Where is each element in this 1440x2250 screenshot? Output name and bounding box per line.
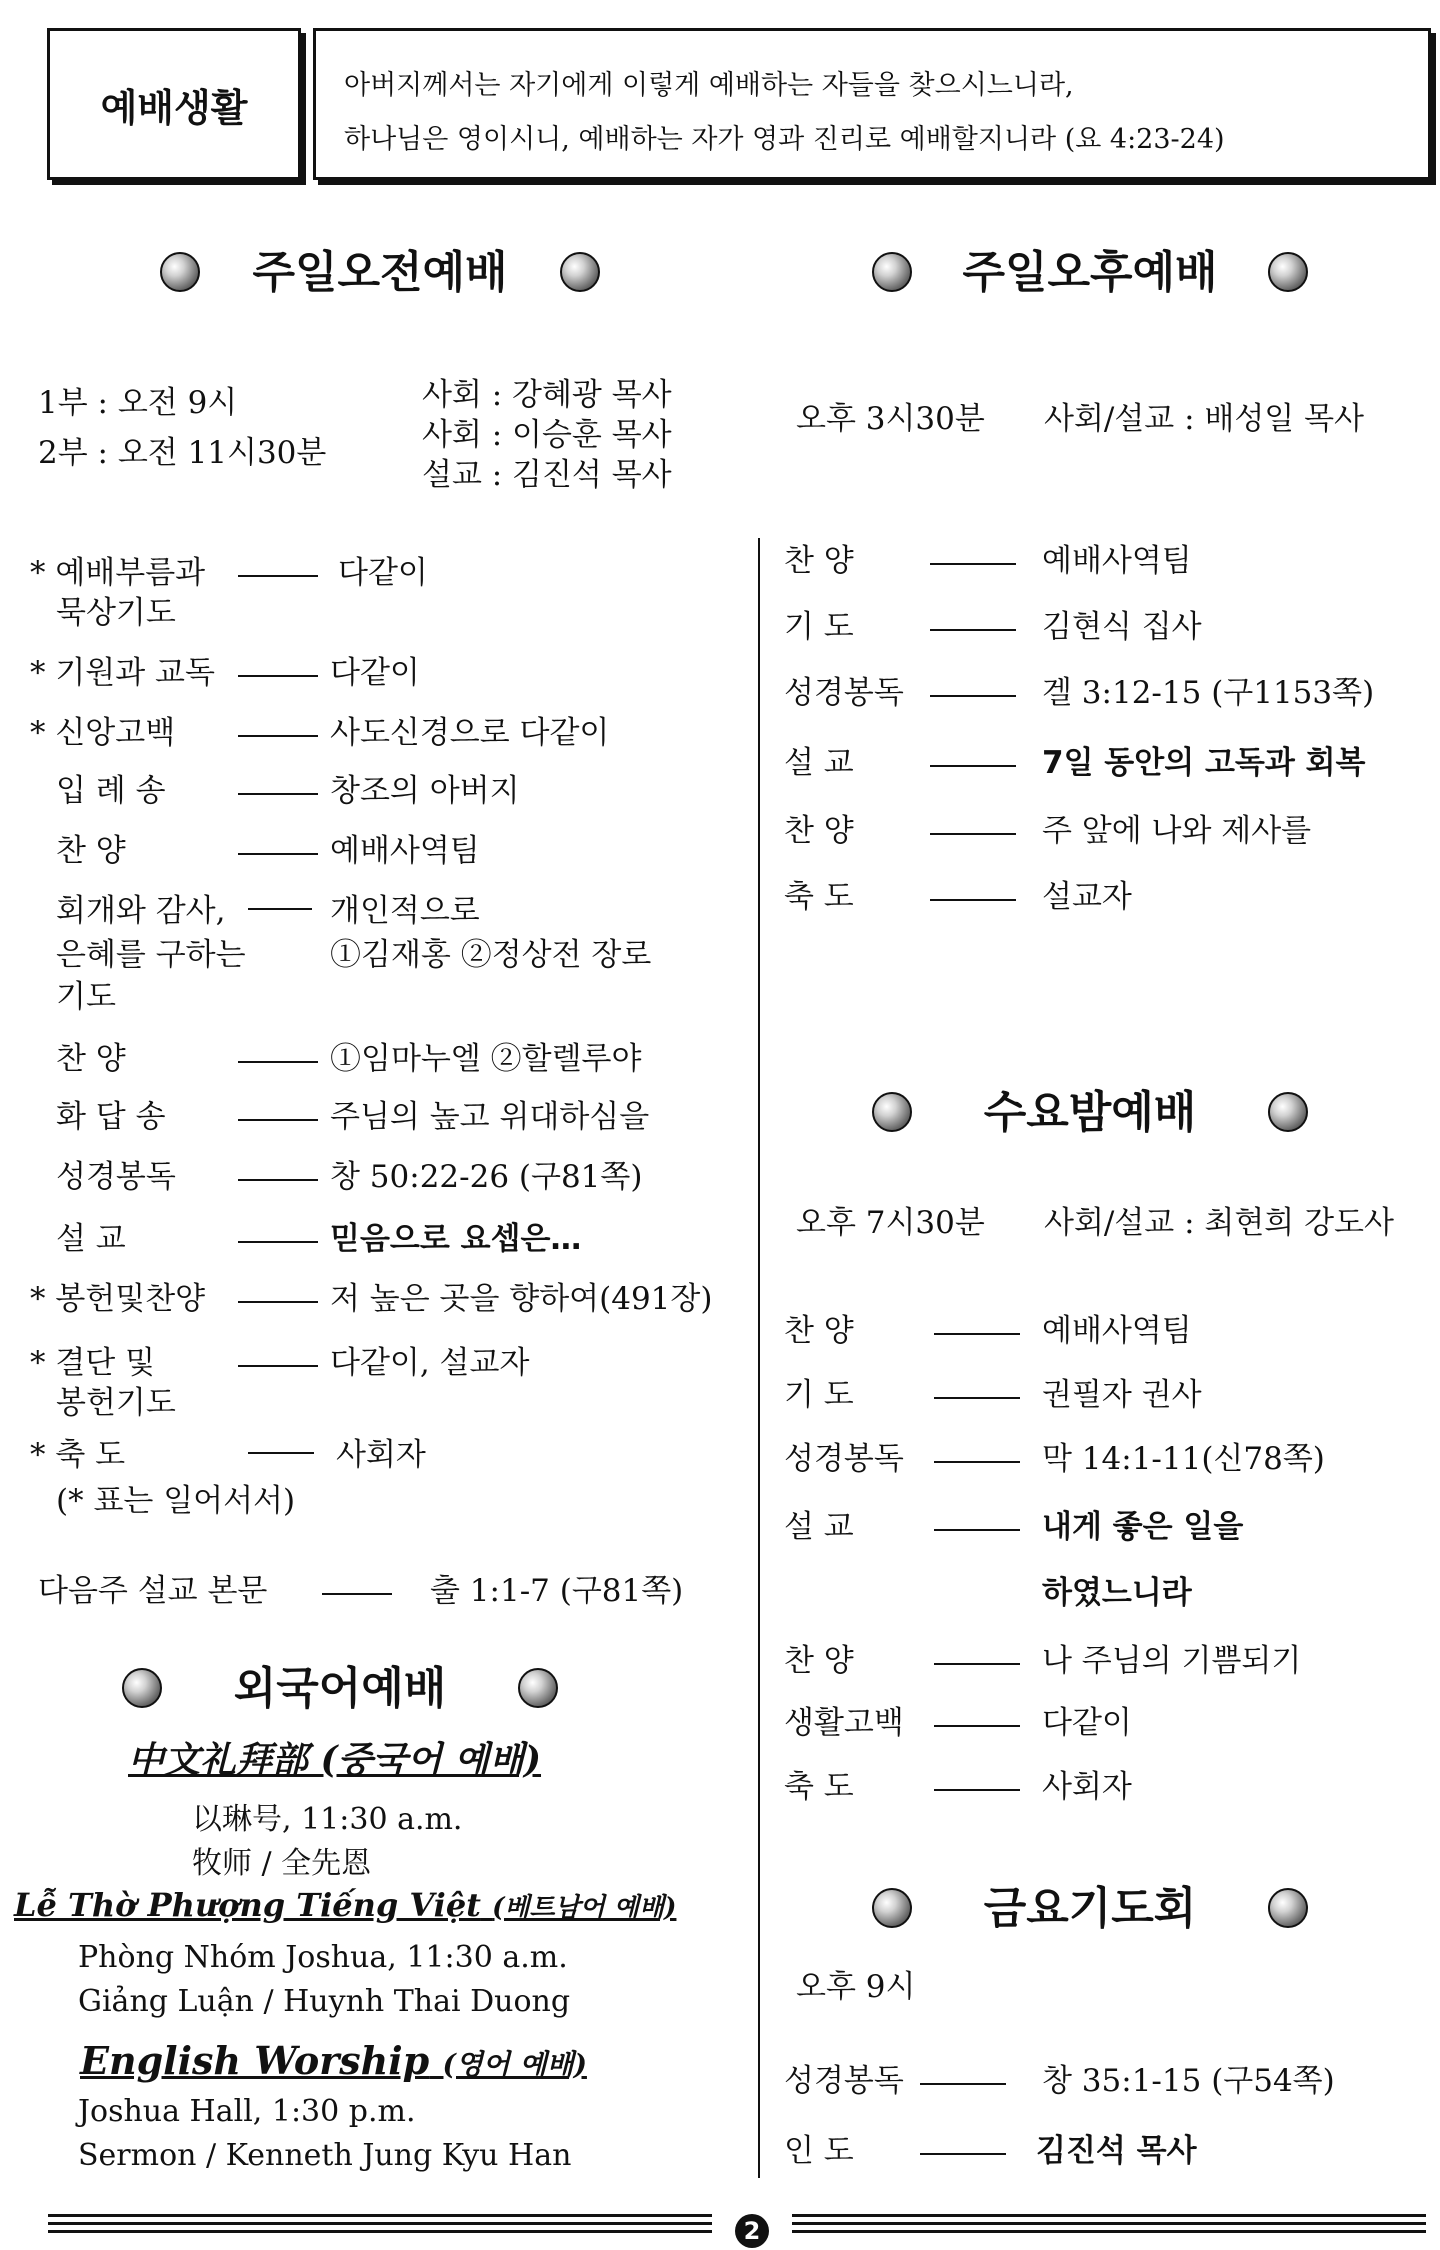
footer-rule bbox=[48, 2230, 712, 2233]
wednesday-sermon-title-cont: 하였느니라 bbox=[1042, 1575, 1192, 1611]
order-item: 입 례 송 bbox=[56, 773, 166, 809]
standing-note: (* 표는 일어서서) bbox=[56, 1483, 296, 1519]
order-value: 예배사역팀 bbox=[1042, 543, 1192, 579]
next-week-label: 다음주 설교 본문 bbox=[38, 1573, 268, 1609]
leader-dash bbox=[238, 575, 318, 577]
bullet-icon bbox=[1268, 1092, 1308, 1132]
morning-time-1: 1부 : 오전 9시 bbox=[38, 385, 238, 421]
chinese-service-pastor: 牧师 / 全先恩 bbox=[192, 1846, 372, 1881]
leader-dash bbox=[934, 1529, 1020, 1531]
leader-dash bbox=[238, 1179, 318, 1181]
scripture-line-2: 하나님은 영이시니, 예배하는 자가 영과 진리로 예배할지니라 (요 4:23-24) bbox=[344, 124, 1225, 155]
order-value: ①임마누엘 ②할렐루야 bbox=[330, 1041, 642, 1077]
morning-sermon-title: 믿음으로 요셉은… bbox=[330, 1221, 582, 1257]
leader-dash bbox=[930, 899, 1016, 901]
order-value: 사회자 bbox=[336, 1437, 426, 1473]
leader-dash bbox=[920, 2083, 1006, 2085]
order-value: 주 앞에 나와 제사를 bbox=[1042, 813, 1312, 849]
order-value: 창 50:22-26 (구81쪽) bbox=[330, 1159, 643, 1195]
foreign-service-title: 외국어예배 bbox=[233, 1663, 447, 1714]
section-label-box bbox=[47, 28, 301, 180]
scripture-box bbox=[313, 28, 1431, 180]
order-value: 창조의 아버지 bbox=[330, 773, 520, 809]
morning-service-title: 주일오전예배 bbox=[252, 247, 508, 298]
leader-dash bbox=[920, 2153, 1006, 2155]
order-item-cont: 묵상기도 bbox=[56, 595, 176, 631]
leader-dash bbox=[238, 1241, 318, 1243]
vietnamese-service-room: Phòng Nhóm Joshua, 11:30 a.m. bbox=[78, 1940, 568, 1975]
vietnamese-heading-text: Lễ Thờ Phượng Tiếng Việt bbox=[14, 1886, 481, 1924]
english-heading-kr: (영어 예배) bbox=[442, 2048, 587, 2081]
morning-time-2: 2부 : 오전 11시30분 bbox=[38, 435, 327, 471]
order-item-cont: 기도 bbox=[56, 979, 116, 1015]
order-value: 다같이 bbox=[1042, 1705, 1132, 1741]
footer-rule bbox=[792, 2230, 1426, 2233]
wednesday-time: 오후 7시30분 bbox=[796, 1205, 985, 1241]
leader-dash bbox=[934, 1461, 1020, 1463]
order-value: 다같이 bbox=[338, 555, 428, 591]
morning-service-heading bbox=[160, 244, 600, 304]
order-value: 창 35:1-15 (구54쪽) bbox=[1042, 2063, 1335, 2099]
scripture-line-1: 아버지께서는 자기에게 이렇게 예배하는 자들을 찾으시느니라, bbox=[344, 70, 1074, 101]
order-value: 권필자 권사 bbox=[1042, 1377, 1202, 1413]
order-item: * 봉헌및찬양 bbox=[30, 1281, 206, 1317]
afternoon-sermon-title: 7일 동안의 고독과 회복 bbox=[1042, 745, 1366, 781]
bullet-icon bbox=[560, 252, 600, 292]
order-value: 개인적으로 bbox=[330, 893, 480, 929]
order-value: 나 주님의 기쁨되기 bbox=[1042, 1643, 1302, 1679]
order-item: 설 교 bbox=[56, 1221, 126, 1257]
leader-dash bbox=[930, 629, 1016, 631]
bullet-icon bbox=[1268, 1888, 1308, 1928]
section-label: 예배생활 bbox=[100, 85, 248, 130]
order-item: 찬 양 bbox=[56, 833, 126, 869]
order-value: 다같이 bbox=[330, 655, 420, 691]
order-item: 기 도 bbox=[784, 1377, 854, 1413]
order-item: 찬 양 bbox=[784, 543, 854, 579]
order-value: 예배사역팀 bbox=[1042, 1313, 1192, 1349]
leader-dash bbox=[934, 1725, 1020, 1727]
next-week-text: 출 1:1-7 (구81쪽) bbox=[430, 1573, 684, 1609]
leader-dash bbox=[934, 1663, 1020, 1665]
order-item: 찬 양 bbox=[56, 1041, 126, 1077]
order-item: * 신앙고백 bbox=[30, 715, 176, 751]
order-item: 성경봉독 bbox=[784, 1441, 904, 1477]
order-value: 겔 3:12-15 (구1153쪽) bbox=[1042, 675, 1375, 711]
order-item: 화 답 송 bbox=[56, 1099, 166, 1135]
foreign-service-heading bbox=[122, 1660, 558, 1720]
english-service-preacher: Sermon / Kenneth Jung Kyu Han bbox=[78, 2138, 572, 2173]
friday-service-heading bbox=[872, 1880, 1308, 1940]
order-value: 주님의 높고 위대하심을 bbox=[330, 1099, 650, 1135]
leader-dash bbox=[238, 1061, 318, 1063]
bullet-icon bbox=[1268, 252, 1308, 292]
order-item: 설 교 bbox=[784, 745, 854, 781]
english-service-place: Joshua Hall, 1:30 p.m. bbox=[78, 2094, 416, 2129]
morning-leader-1: 사회 : 강혜광 목사 bbox=[422, 377, 672, 413]
english-service-heading bbox=[80, 2038, 587, 2083]
bullet-icon bbox=[518, 1668, 558, 1708]
footer-rule bbox=[48, 2222, 712, 2225]
order-item: 찬 양 bbox=[784, 1643, 854, 1679]
leader-dash bbox=[238, 1301, 318, 1303]
order-item-cont: 은혜를 구하는 bbox=[56, 937, 246, 973]
order-item: 찬 양 bbox=[784, 813, 854, 849]
leader-dash bbox=[930, 695, 1016, 697]
order-item: 성경봉독 bbox=[56, 1159, 176, 1195]
wednesday-leader: 사회/설교 : 최현희 강도사 bbox=[1044, 1205, 1394, 1241]
order-value: 예배사역팀 bbox=[330, 833, 480, 869]
order-item: 기 도 bbox=[784, 609, 854, 645]
order-item: * 결단 및 bbox=[30, 1345, 156, 1381]
chinese-service-time: 以琳号, 11:30 a.m. bbox=[192, 1802, 463, 1837]
vietnamese-service-preacher: Giảng Luận / Huynh Thai Duong bbox=[78, 1984, 571, 2019]
leader-dash bbox=[930, 833, 1016, 835]
leader-dash bbox=[238, 793, 318, 795]
leader-dash bbox=[930, 563, 1016, 565]
afternoon-time: 오후 3시30분 bbox=[796, 401, 985, 437]
footer-rule bbox=[792, 2222, 1426, 2225]
leader-dash bbox=[934, 1333, 1020, 1335]
vietnamese-service-heading bbox=[14, 1886, 676, 1924]
footer-rule bbox=[48, 2214, 712, 2217]
leader-dash bbox=[930, 765, 1016, 767]
order-item: * 기원과 교독 bbox=[30, 655, 215, 691]
leader-dash bbox=[238, 853, 318, 855]
wednesday-service-heading bbox=[872, 1084, 1308, 1144]
order-item: * 예배부름과 bbox=[30, 555, 206, 591]
wednesday-sermon-title: 내게 좋은 일을 bbox=[1042, 1509, 1244, 1545]
english-heading-text: English Worship bbox=[80, 2038, 430, 2083]
vietnamese-heading-kr: (베트남어 예배) bbox=[492, 1893, 677, 1923]
footer-rule bbox=[792, 2214, 1426, 2217]
order-value: 사도신경으로 다같이 bbox=[330, 715, 610, 751]
order-item: 생활고백 bbox=[784, 1705, 904, 1741]
chinese-service-heading: 中文礼拜部 (중국어 예배) bbox=[128, 1739, 542, 1781]
order-item: 설 교 bbox=[784, 1509, 854, 1545]
order-value: 막 14:1-11(신78쪽) bbox=[1042, 1441, 1325, 1477]
leader-dash bbox=[248, 908, 312, 910]
column-divider bbox=[758, 538, 760, 2178]
order-value: 다같이, 설교자 bbox=[330, 1345, 530, 1381]
friday-service-title: 금요기도회 bbox=[983, 1883, 1197, 1934]
morning-leader-2: 사회 : 이승훈 목사 bbox=[422, 417, 672, 453]
order-item: 찬 양 bbox=[784, 1313, 854, 1349]
leader-dash bbox=[322, 1593, 392, 1595]
order-value-cont: ①김재홍 ②정상전 장로 bbox=[330, 937, 652, 973]
leader-dash bbox=[934, 1789, 1020, 1791]
morning-leader-3: 설교 : 김진석 목사 bbox=[422, 457, 672, 493]
friday-time: 오후 9시 bbox=[796, 1969, 916, 2005]
leader-dash bbox=[238, 1365, 318, 1367]
order-value: 설교자 bbox=[1042, 879, 1132, 915]
leader-dash bbox=[238, 735, 318, 737]
friday-leader: 김진석 목사 bbox=[1036, 2133, 1197, 2169]
order-item: 성경봉독 bbox=[784, 675, 904, 711]
leader-dash bbox=[248, 1452, 314, 1454]
order-item: 축 도 bbox=[784, 879, 854, 915]
order-value: 사회자 bbox=[1042, 1769, 1132, 1805]
order-item: 성경봉독 bbox=[784, 2063, 904, 2099]
afternoon-service-heading bbox=[872, 244, 1308, 304]
page-number: 2 bbox=[735, 2214, 769, 2248]
order-value: 김현식 집사 bbox=[1042, 609, 1202, 645]
leader-dash bbox=[934, 1397, 1020, 1399]
order-item: 인 도 bbox=[784, 2133, 854, 2169]
wednesday-service-title: 수요밤예배 bbox=[983, 1087, 1197, 1138]
order-item: * 축 도 bbox=[30, 1437, 126, 1473]
order-item: 회개와 감사, bbox=[56, 893, 226, 929]
leader-dash bbox=[238, 675, 318, 677]
afternoon-service-title: 주일오후예배 bbox=[962, 247, 1218, 298]
order-item: 축 도 bbox=[784, 1769, 854, 1805]
order-item-cont: 봉헌기도 bbox=[56, 1385, 176, 1421]
leader-dash bbox=[238, 1119, 318, 1121]
afternoon-leader: 사회/설교 : 배성일 목사 bbox=[1044, 401, 1364, 437]
order-value: 저 높은 곳을 향하여(491장) bbox=[330, 1281, 713, 1317]
